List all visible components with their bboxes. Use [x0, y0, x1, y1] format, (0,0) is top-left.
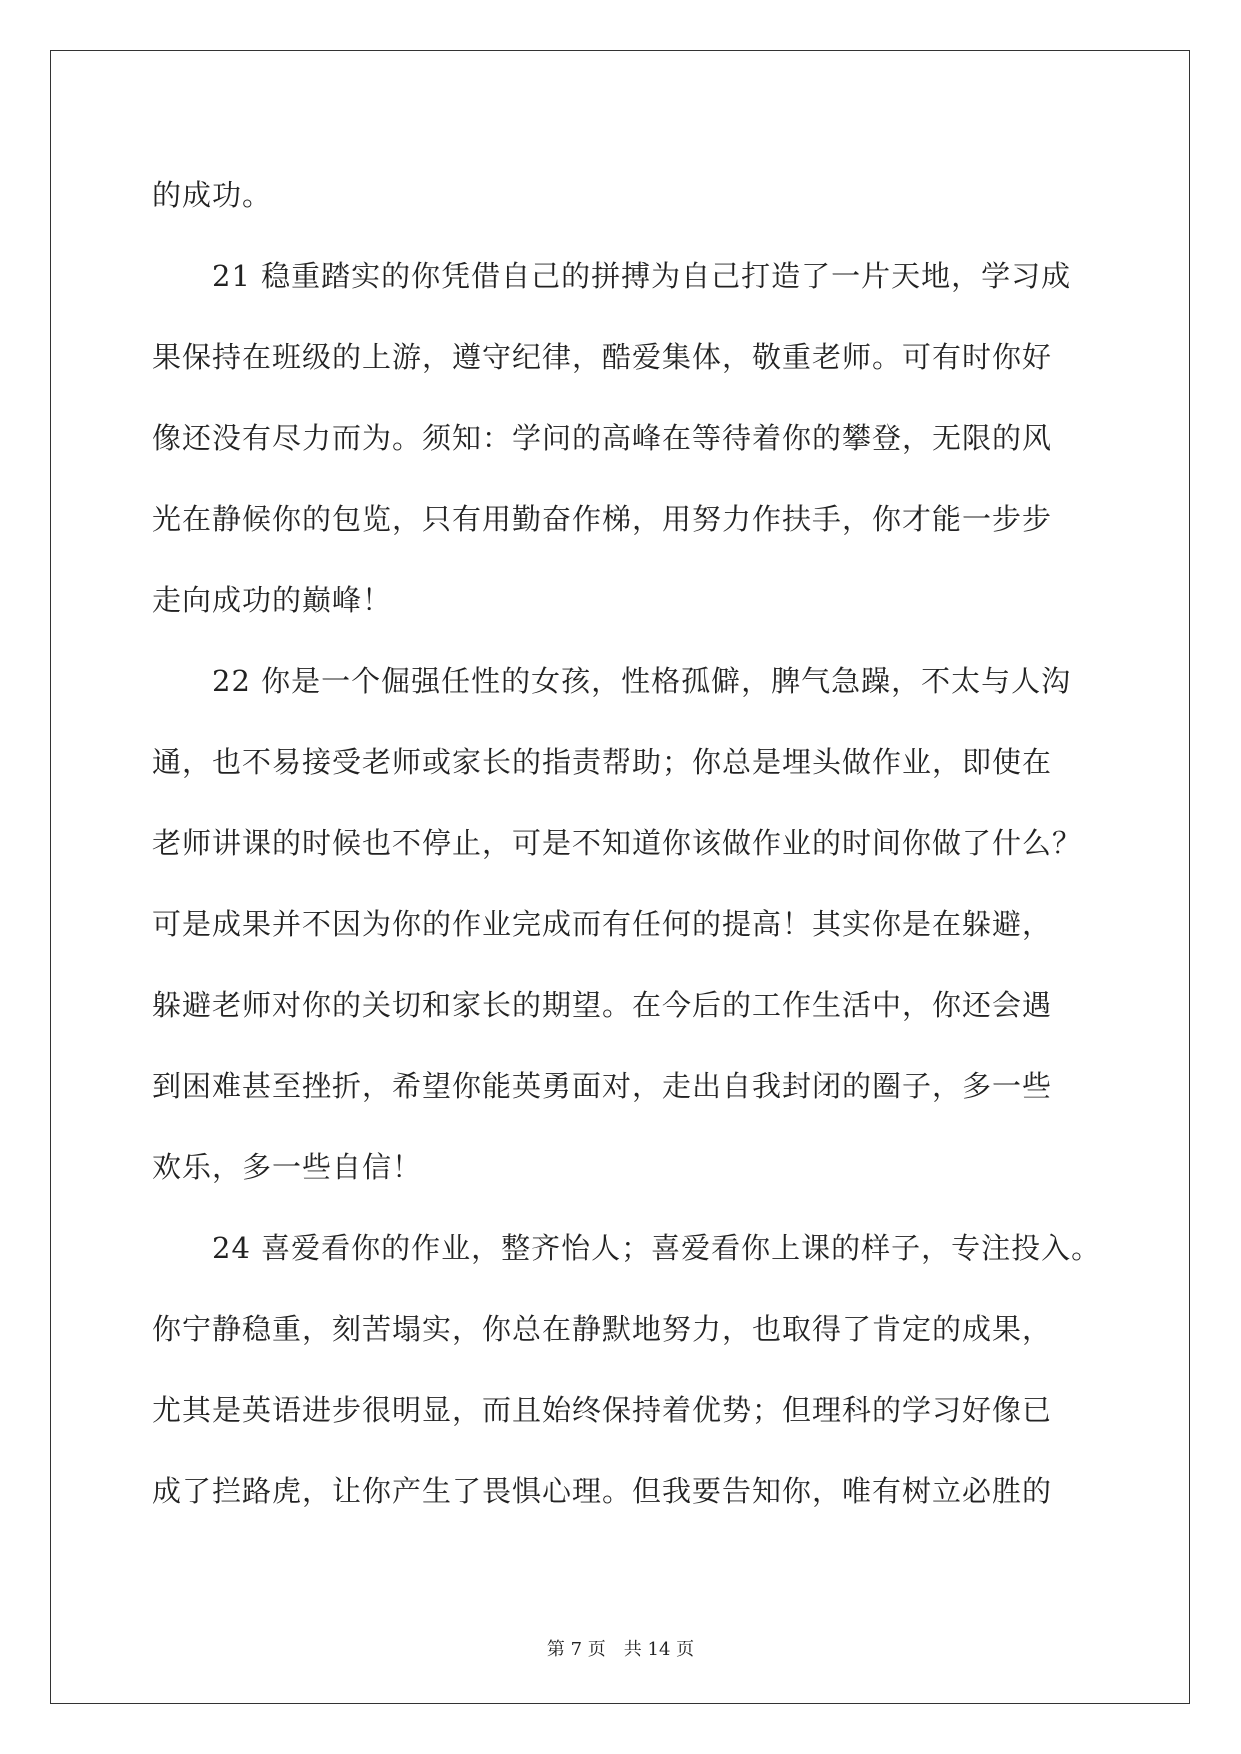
text-line: 24 喜爱看你的作业，整齐怡人；喜爱看你上课的样子，专注投入。 [152, 1231, 1102, 1265]
text-line: 21 稳重踏实的你凭借自己的拼搏为自己打造了一片天地，学习成 [152, 259, 1072, 293]
text-line: 像还没有尽力而为。须知：学问的高峰在等待着你的攀登，无限的风 [152, 421, 1053, 455]
text-line: 通，也不易接受老师或家长的指责帮助；你总是埋头做作业，即使在 [152, 745, 1053, 779]
text-line: 你宁静稳重，刻苦塌实，你总在静默地努力，也取得了肯定的成果， [152, 1312, 1053, 1346]
text-line: 到困难甚至挫折，希望你能英勇面对，走出自我封闭的圈子，多一些 [152, 1069, 1053, 1103]
text-line: 走向成功的巅峰！ [152, 583, 393, 617]
text-line: 尤其是英语进步很明显，而且始终保持着优势；但理科的学习好像已 [152, 1393, 1053, 1427]
text-line: 老师讲课的时候也不停止，可是不知道你该做作业的时间你做了什么？ [152, 826, 1083, 860]
page-footer [0, 1635, 1241, 1661]
text-line: 22 你是一个倔强任性的女孩，性格孤僻，脾气急躁，不太与人沟 [152, 664, 1072, 698]
text-line: 躲避老师对你的关切和家长的期望。在今后的工作生活中，你还会遇 [152, 988, 1053, 1022]
page-number: 第 7 页 共 14 页 [546, 1639, 695, 1660]
text-line: 成了拦路虎，让你产生了畏惧心理。但我要告知你，唯有树立必胜的 [152, 1474, 1053, 1508]
text-line: 的成功。 [152, 178, 273, 212]
text-line: 果保持在班级的上游，遵守纪律，酷爱集体，敬重老师。可有时你好 [152, 340, 1053, 374]
text-line: 可是成果并不因为你的作业完成而有任何的提高！其实你是在躲避， [152, 907, 1053, 941]
text-line: 光在静候你的包览，只有用勤奋作梯，用努力作扶手，你才能一步步 [152, 502, 1053, 536]
document-body [152, 155, 1102, 1532]
text-line: 欢乐，多一些自信！ [152, 1150, 423, 1184]
